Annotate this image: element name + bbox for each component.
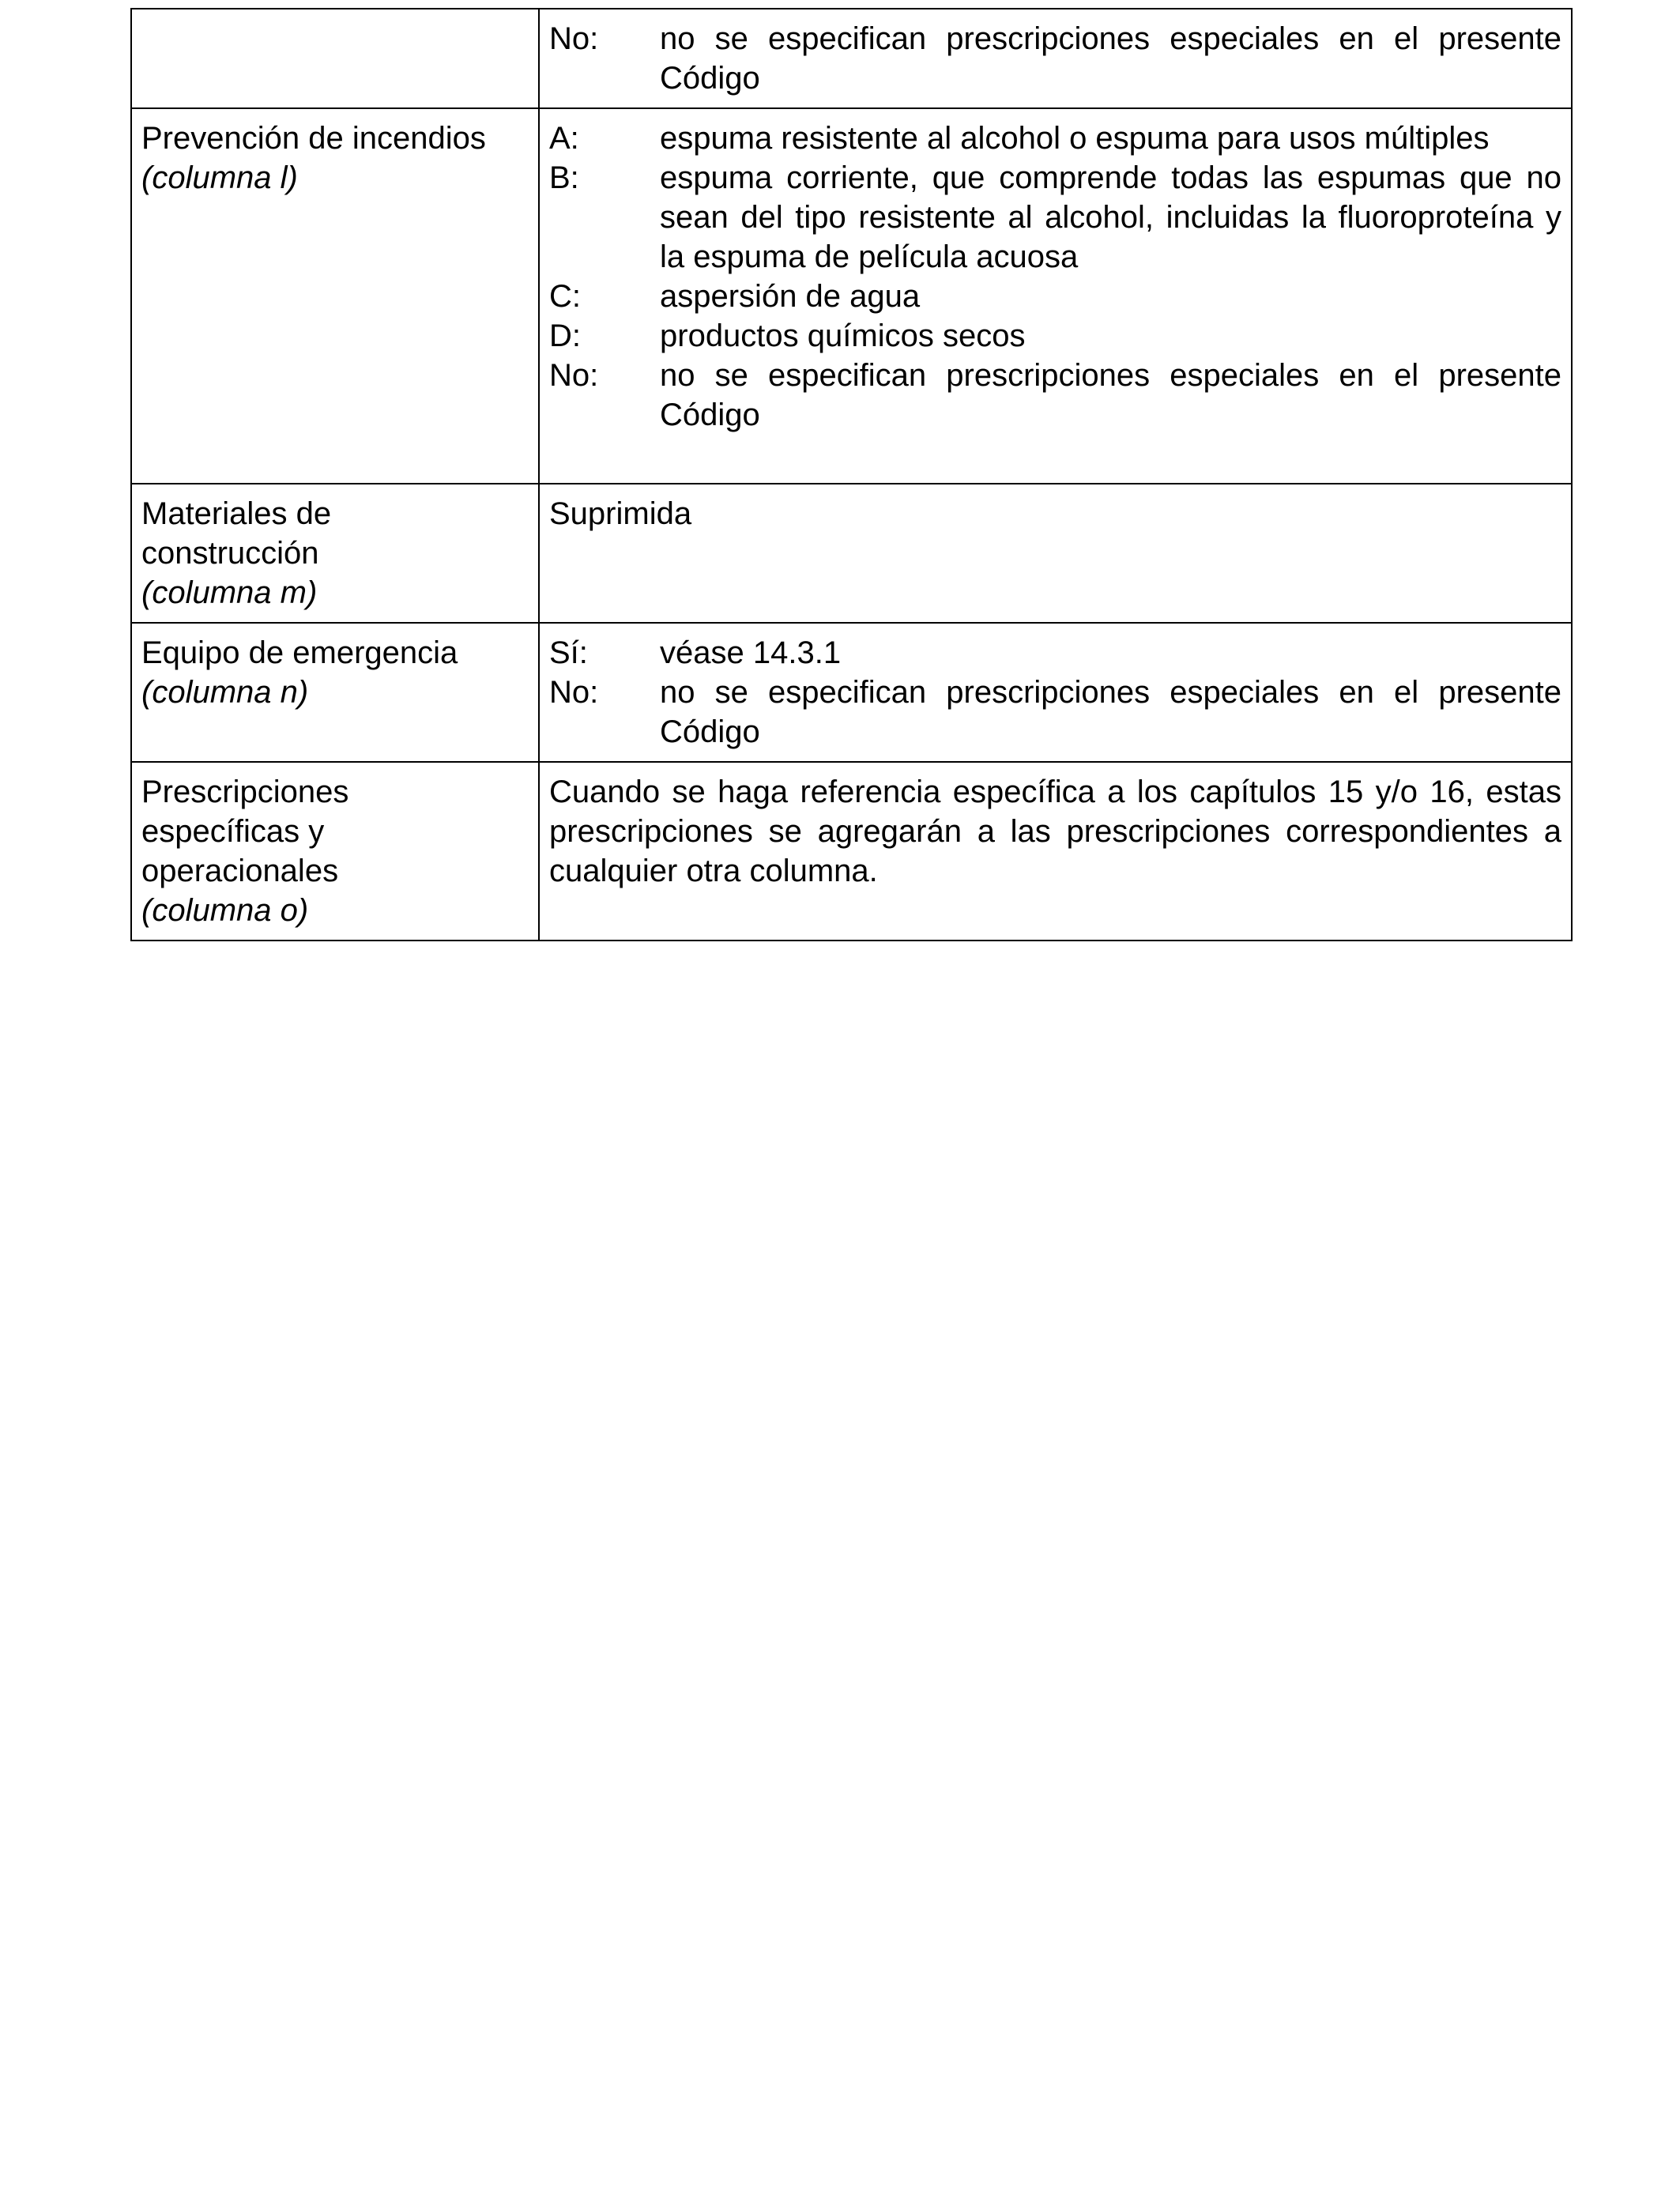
row-value-cell: [539, 762, 1572, 941]
list-item: [549, 119, 1561, 158]
list-item: [549, 158, 1561, 277]
entry-code: C:: [549, 279, 581, 314]
entry-code: No:: [549, 21, 599, 56]
row-value-cell: [539, 484, 1572, 623]
entry-code: D:: [549, 319, 581, 353]
table-row: [131, 108, 1572, 484]
row-label-cell: [131, 9, 539, 108]
row-label-cell: [131, 762, 539, 941]
entry-text: espuma resistente al alcohol o espuma para usos múltiples: [660, 121, 1490, 156]
list-item: [549, 356, 1561, 435]
entry-code: B:: [549, 160, 579, 195]
row-label: Prevención de incendios: [141, 121, 486, 156]
row-label: Equipo de emergencia: [141, 635, 458, 670]
list-item: [549, 19, 1561, 98]
entry-code: No:: [549, 675, 599, 710]
table-row: [131, 484, 1572, 623]
row-column-ref: (columna m): [141, 575, 318, 610]
row-label-cell: [131, 623, 539, 762]
list-item: [549, 673, 1561, 752]
row-column-ref: (columna o): [141, 893, 309, 928]
entry-text: no se especifican prescripciones especiales en el presente Código: [660, 358, 1561, 432]
specifications-table: [130, 8, 1573, 941]
entry-code: No:: [549, 358, 599, 393]
entry-text: espuma corriente, que comprende todas las espumas que no sean del tipo resistente al alcohol, incluidas la fluoroproteína y la espuma de película acuosa: [660, 160, 1561, 274]
row-value-text: Cuando se haga referencia específica a los capítulos 15 y/o 16, estas prescripciones se agregarán a las prescripciones correspondientes a cualquier otra columna.: [549, 775, 1561, 888]
entry-code: A:: [549, 121, 579, 156]
table-row: [131, 623, 1572, 762]
entry-text: productos químicos secos: [660, 319, 1026, 353]
table-row: [131, 9, 1572, 108]
row-value-text: Suprimida: [549, 496, 692, 531]
entry-text: no se especifican prescripciones especiales en el presente Código: [660, 21, 1561, 96]
table-row: [131, 762, 1572, 941]
row-value-cell: [539, 623, 1572, 762]
row-column-ref: (columna l): [141, 160, 298, 195]
list-item: [549, 316, 1561, 356]
row-label-cell: [131, 108, 539, 484]
row-label-cell: [131, 484, 539, 623]
entry-code: Sí:: [549, 635, 588, 670]
list-item: [549, 277, 1561, 316]
entry-text: no se especifican prescripciones especiales en el presente Código: [660, 675, 1561, 749]
entry-text: aspersión de agua: [660, 279, 921, 314]
row-value-cell: [539, 9, 1572, 108]
row-column-ref: (columna n): [141, 675, 309, 710]
row-label: Prescripciones específicas y operacionales: [141, 775, 349, 888]
row-value-cell: [539, 108, 1572, 484]
entry-text: véase 14.3.1: [660, 635, 842, 670]
list-item: [549, 633, 1561, 673]
row-label: Materiales de construcción: [141, 496, 332, 571]
